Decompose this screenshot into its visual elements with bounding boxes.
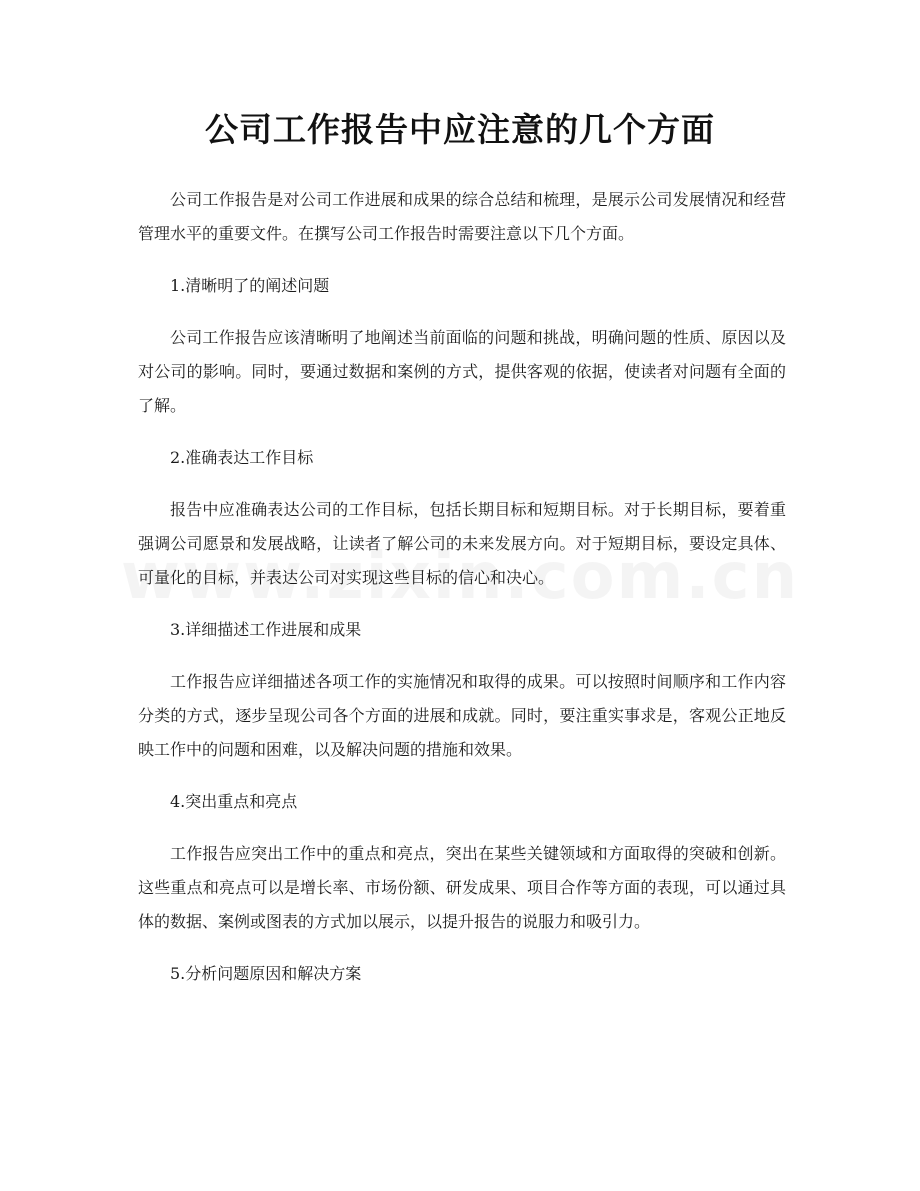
section-body-2: 报告中应准确表达公司的工作目标，包括长期目标和短期目标。对于长期目标，要着重强调公司愿景和发展战略，让读者了解公司的未来发展方向。对于短期目标，要设定具体、可量化的目标，并表达公司对实现这些目标的信心和决心。 [138,500,786,587]
intro-paragraph: 公司工作报告是对公司工作进展和成果的综合总结和梳理，是展示公司发展情况和经营管理水平的重要文件。在撰写公司工作报告时需要注意以下几个方面。 [138,190,786,243]
section-heading-1: 1.清晰明了的阐述问题 [170,276,330,295]
section-body-1: 公司工作报告应该清晰明了地阐述当前面临的问题和挑战，明确问题的性质、原因以及对公司的影响。同时，要通过数据和案例的方式，提供客观的依据，使读者对问题有全面的了解。 [138,328,786,415]
section-heading-3: 3.详细描述工作进展和成果 [170,620,362,639]
section-heading-5: 5.分析问题原因和解决方案 [170,964,362,983]
document-body [138,183,786,991]
section-body-4: 工作报告应突出工作中的重点和亮点，突出在某些关键领域和方面取得的突破和创新。这些重点和亮点可以是增长率、市场份额、研发成果、项目合作等方面的表现，可以通过具体的数据、案例或图表的方式加以展示，以提升报告的说服力和吸引力。 [138,844,786,931]
page-title: 公司工作报告中应注意的几个方面 [205,110,715,149]
section-body-3: 工作报告应详细描述各项工作的实施情况和取得的成果。可以按照时间顺序和工作内容分类的方式，逐步呈现公司各个方面的进展和成就。同时，要注重实事求是，客观公正地反映工作中的问题和困难，以及解决问题的措施和效果。 [138,672,786,759]
section-heading-2: 2.准确表达工作目标 [170,448,314,467]
section-heading-4: 4.突出重点和亮点 [170,792,298,811]
